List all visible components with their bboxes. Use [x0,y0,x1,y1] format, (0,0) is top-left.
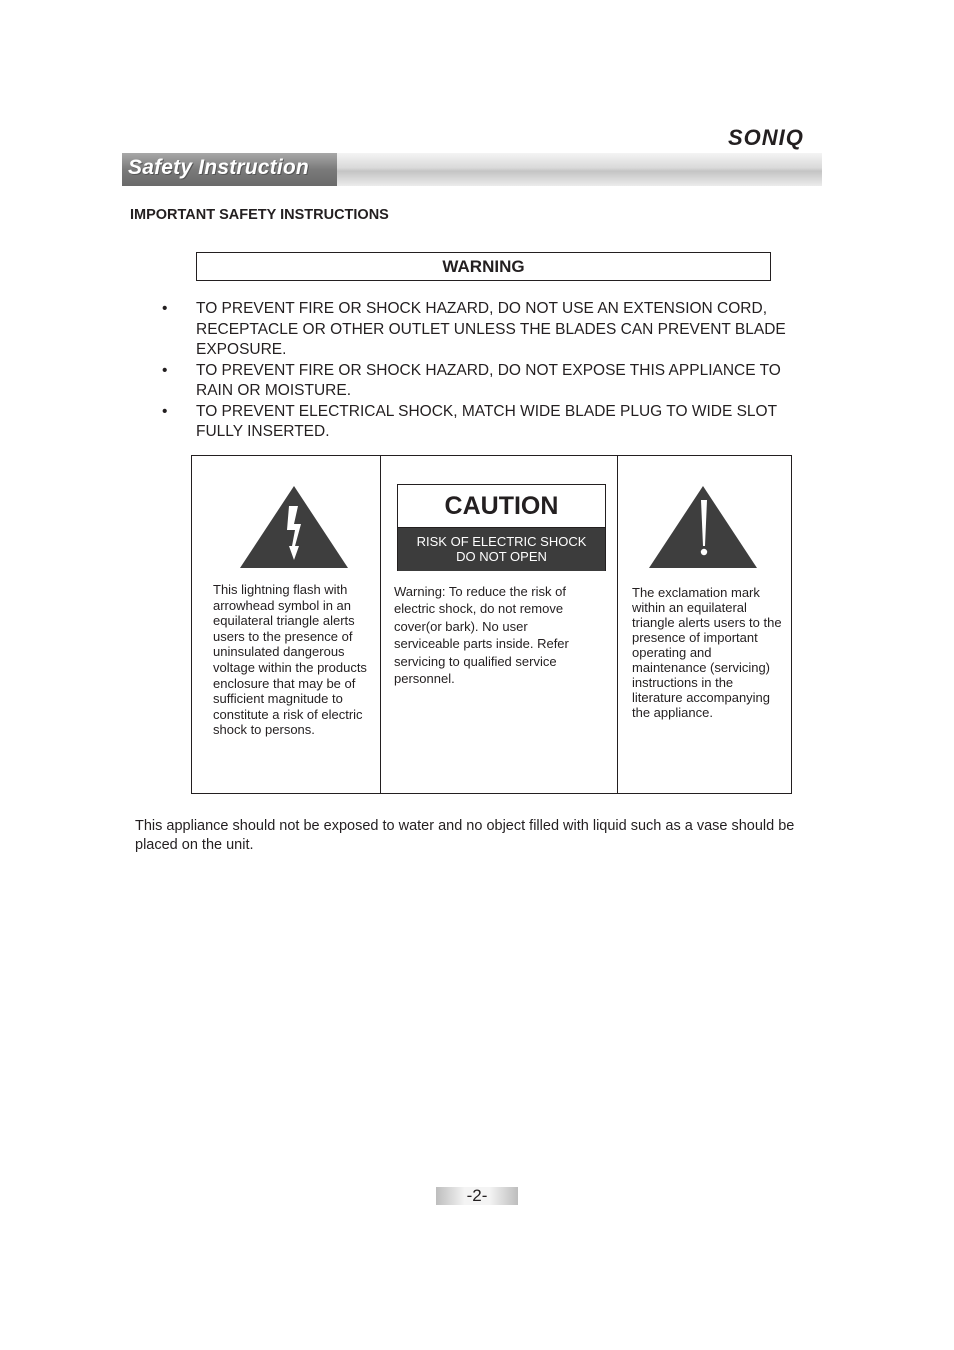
warning-heading-box [196,252,771,281]
list-item: • TO PREVENT FIRE OR SHOCK HAZARD, DO NOT EXPOSE THIS APPLIANCE TO RAIN OR MOISTURE. [162,361,781,399]
column-divider [380,456,381,793]
bullet-glyph: • [162,300,168,317]
lightning-description: This lightning flash with arrowhead symbol in an equilateral triangle alerts users to the presence of uninsulated dangerous voltage within the products enclosure that may be of sufficient magnitude to constitute a risk of electric shock to persons. [213,582,367,738]
list-item: • TO PREVENT FIRE OR SHOCK HAZARD, DO NOT USE AN EXTENSION CORD, RECEPTACLE OR OTHER OUTLET UNLESS THE BLADES CAN PREVENT BLADE EXPOSURE. [162,300,786,358]
bullet-glyph: • [162,361,168,379]
caution-title: CAUTION [398,485,605,528]
column-divider [617,456,618,793]
important-safety-heading: IMPORTANT SAFETY INSTRUCTIONS [130,207,389,223]
lightning-triangle-icon [238,484,350,570]
soniq-logo [726,126,818,150]
exclamation-triangle-icon [647,484,759,570]
safety-symbols-table [191,455,792,794]
exclamation-description: The exclamation mark within an equilateral triangle alerts users to the presence of important operating and maintenance (servicing) instructions in the literature accompanying the appliance. [632,585,782,720]
caution-description: Warning: To reduce the risk of electric shock, do not remove cover(or bark). No user serviceable parts inside. Refer servicing to qualified service personnel. [394,584,569,687]
list-item: • TO PREVENT ELECTRICAL SHOCK, MATCH WIDE BLADE PLUG TO WIDE SLOT FULLY INSERTED. [162,402,777,440]
caution-label [397,484,606,571]
warning-title: WARNING [442,256,525,276]
page-number: -2- [436,1187,518,1205]
bullet-glyph: • [162,402,168,420]
svg-text:SONIQ: SONIQ [728,126,804,150]
water-exposure-note: This appliance should not be exposed to water and no object filled with liquid such as a vase should be placed on the unit. [135,818,795,853]
caution-subtext: RISK OF ELECTRIC SHOCK DO NOT OPEN [398,528,605,571]
section-title: Safety Instruction [128,156,309,179]
warning-list [160,299,820,443]
